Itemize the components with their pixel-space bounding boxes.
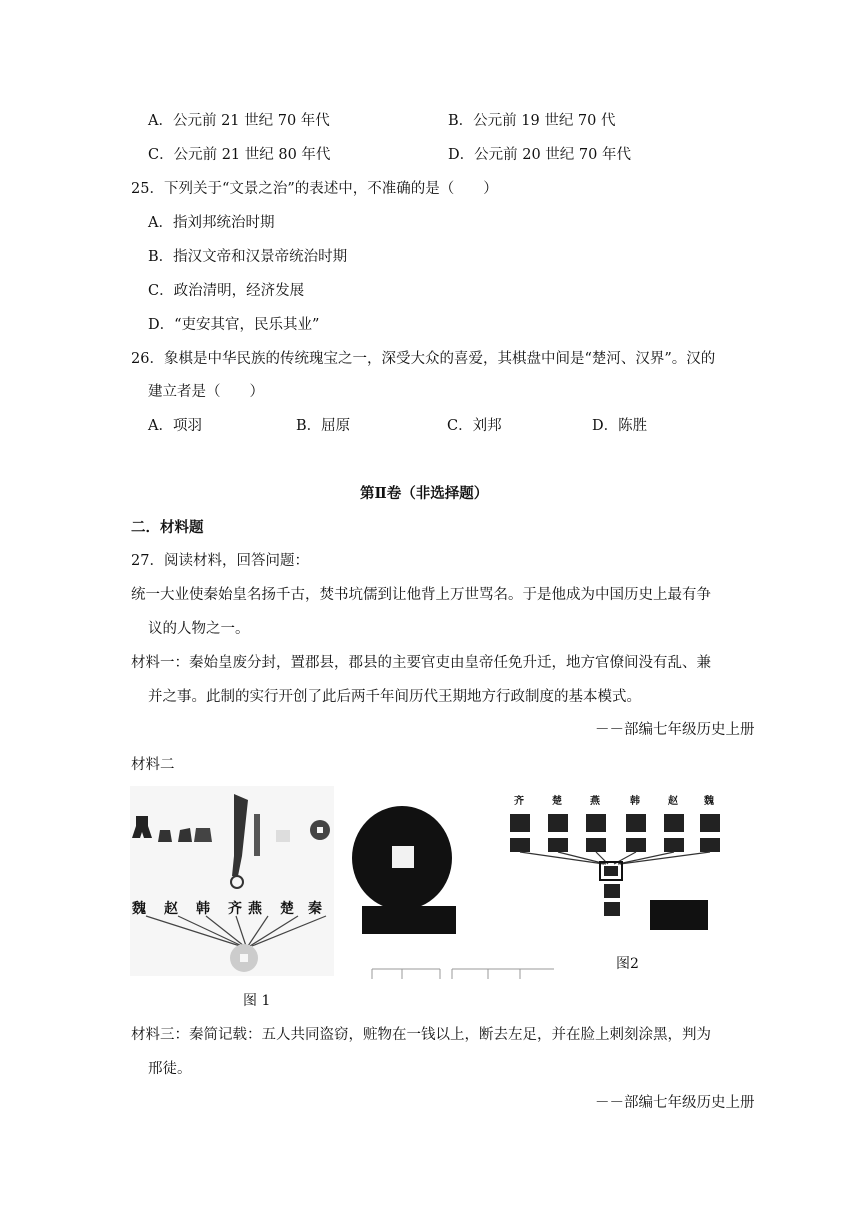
material3-line1: 材料三：秦简记载：五人共同盗窃，赃物在一钱以上，断去左足，并在脸上刺刻涂黑，判为 bbox=[131, 1027, 711, 1043]
material3-line2: 邢徒。 bbox=[148, 1061, 192, 1077]
material1-line1: 材料一：秦始皇废分封，置郡县，郡县的主要官吏由皇帝任免升迁，地方官僚间没有乱、兼 bbox=[131, 655, 711, 671]
q26-option-b: B．屈原 bbox=[296, 418, 351, 434]
table-fragment bbox=[370, 965, 556, 979]
fig1-state-qi: 齐 bbox=[228, 901, 242, 917]
q27-stem: 27．阅读材料，回答问题： bbox=[131, 553, 309, 569]
q26-option-d: D．陈胜 bbox=[592, 418, 648, 434]
figure-2-image bbox=[504, 792, 730, 938]
q25-option-d: D．“吏安其官，民乐其业” bbox=[148, 317, 320, 333]
material2-label: 材料二 bbox=[131, 757, 175, 773]
fig2-state-chu: 楚 bbox=[552, 796, 562, 807]
coins-illustration bbox=[130, 786, 334, 976]
material3-source: －－部编七年级历史上册 bbox=[595, 1095, 755, 1111]
fig1-state-qin: 秦 bbox=[308, 901, 322, 917]
figure-1-label: 图 1 bbox=[243, 993, 271, 1009]
q24-option-b: B．公元前 19 世纪 70 代 bbox=[448, 113, 616, 129]
q24-option-a: A．公元前 21 世纪 70 年代 bbox=[148, 113, 330, 129]
q25-option-b: B．指汉文帝和汉景帝统治时期 bbox=[148, 249, 348, 265]
fig1-state-yan: 燕 bbox=[248, 901, 262, 917]
q26-option-a: A．项羽 bbox=[148, 418, 202, 434]
section-title: 第Ⅱ卷（非选择题） bbox=[360, 485, 489, 502]
fig2-state-yan: 燕 bbox=[590, 796, 600, 807]
q26-stem-line2: 建立者是（ ） bbox=[148, 384, 264, 400]
fig1-state-zhao: 赵 bbox=[164, 901, 178, 917]
q25-option-a: A．指刘邦统治时期 bbox=[148, 215, 275, 231]
q25-stem: 25．下列关于“文景之治”的表述中，不准确的是（ ） bbox=[131, 181, 498, 197]
material1-source: －－部编七年级历史上册 bbox=[595, 722, 755, 738]
q26-option-c: C．刘邦 bbox=[447, 418, 502, 434]
q25-option-c: C．政治清明，经济发展 bbox=[148, 283, 305, 299]
figure-1-image bbox=[130, 786, 334, 976]
q26-stem-line1: 26．象棋是中华民族的传统瑰宝之一，深受大众的喜爱，其棋盘中间是“楚河、汉界”。汉的 bbox=[131, 351, 716, 367]
q24-option-c: C．公元前 21 世纪 80 年代 bbox=[148, 147, 331, 163]
fig1-state-han: 韩 bbox=[196, 901, 210, 917]
figure-2-label: 图2 bbox=[616, 956, 639, 972]
fig2-state-wei: 魏 bbox=[704, 796, 714, 807]
q24-option-d: D．公元前 20 世纪 70 年代 bbox=[448, 147, 631, 163]
fig2-state-han: 韩 bbox=[630, 796, 640, 807]
banliang-coin-image bbox=[348, 798, 460, 938]
fig2-state-zhao: 赵 bbox=[668, 796, 678, 807]
fig1-state-chu: 楚 bbox=[280, 901, 294, 917]
fig2-state-qi: 齐 bbox=[514, 796, 524, 807]
material1-line2: 并之事。此制的实行开创了此后两千年间历代王期地方行政制度的基本模式。 bbox=[148, 689, 641, 705]
q27-intro-line2: 议的人物之一。 bbox=[148, 621, 250, 637]
section-heading: 二．材料题 bbox=[131, 519, 204, 536]
q27-intro-line1: 统一大业使秦始皇名扬千古，焚书坑儒到让他背上万世骂名。于是他成为中国历史上最有争 bbox=[131, 587, 711, 603]
fig1-state-wei: 魏 bbox=[132, 901, 146, 917]
